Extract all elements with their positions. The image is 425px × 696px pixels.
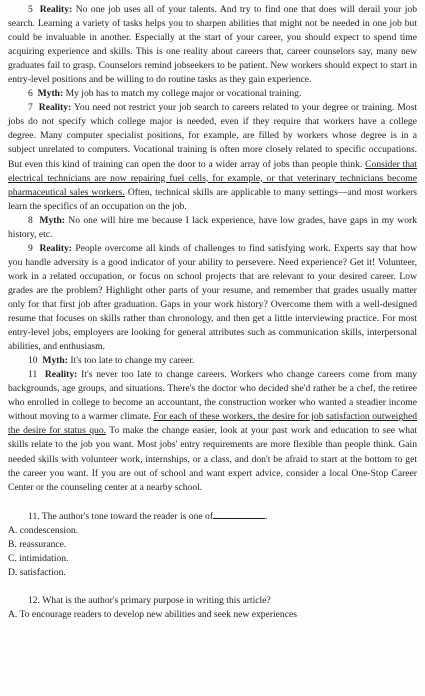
paragraph-text: No one job uses all of your talents. And try to find one that does will derail your job search. Learning a variety of tasks helps you to sharpen abilities that might not be needed in one job but could be invaluable in another. Especially at the start of your career, you should expect to spend time acquiring experience and skills. This is one reality about careers that, career counselors say, many new graduates fail to grasp. Counselors remind jobseekers to be patient. New workers should expect to start in entry-level positions and be willing to do routine tasks as they gain experience. bbox=[8, 4, 417, 86]
myth-label: Myth: bbox=[42, 355, 68, 367]
question-text: 11. The author's tone toward the reader is one of bbox=[28, 510, 214, 522]
paragraph-text: It's never too late to change careers. Workers who change careers come from many backgrounds, age groups, and situations. There's the doctor who decided she'd rather be a chef, the retiree who enrolled in college to become an accountant, the construction worker who wanted a steadier income without moving to a warmer climate. bbox=[8, 369, 418, 423]
paragraph-number: 8 bbox=[28, 214, 33, 226]
paragraph-text: You need not restrict your job search to careers related to your degree or training. Most jobs do not specify which college major is needed, even if they require that workers have a college degree. Many computer specialist positions, for example, are filled by workers whose degree is in a subject unrelated to computers. Vocational training is often more closely related to specific occupations. But even this kind of training can open the door to a wider array of jobs than people think. bbox=[8, 102, 417, 170]
option-c: C. intimidation. bbox=[8, 552, 69, 564]
option-b: B. reassurance. bbox=[8, 538, 67, 550]
paragraph-text: No one will hire me because I lack experience, have low grades, have gaps in my work history, etc. bbox=[8, 214, 417, 240]
paragraph-10 bbox=[8, 354, 417, 368]
answer-blank bbox=[213, 509, 265, 519]
paragraph-number: 10 bbox=[28, 355, 38, 367]
reality-label: Reality: bbox=[39, 4, 73, 15]
paragraph-number: 7 bbox=[28, 102, 33, 114]
myth-label: Myth: bbox=[37, 88, 64, 100]
question-11 bbox=[8, 509, 417, 580]
paragraph-number: 9 bbox=[28, 242, 33, 254]
myth-label: Myth: bbox=[39, 214, 65, 226]
option-d: D. satisfaction. bbox=[8, 566, 66, 578]
question-12 bbox=[8, 594, 417, 622]
question-stem: 12. What is the author's primary purpose in writing this article? bbox=[28, 594, 271, 606]
question-stem bbox=[8, 509, 417, 524]
spacer bbox=[8, 580, 417, 594]
option-a: A. To encourage readers to develop new abilities and seek new experiences bbox=[8, 608, 297, 620]
underlined-sentence: Consider that electrical technicians are now repairing fuel cells, for example, or that veterinary technicians become pharmaceutical sales workers. bbox=[8, 158, 417, 198]
paragraph-6 bbox=[8, 87, 417, 101]
option-a: A. condescension. bbox=[8, 524, 79, 536]
paragraph-text: People overcome all kinds of challenges to find satisfying work. Experts say that how you handle adversity is a good indicator of your ability to persevere. Need experience? Get it! Volunteer, work in a related occupation, or focus on school projects that are relevant to your desired career. Low grades are the problem? Highlight other parts of your resume, and remember that grades usually matter only for that first job after graduation. Gaps in your work history? Overcome them with a well-designed resume that focuses on skills rather than chronology, and then get a little interviewing practice. For most entry-level jobs, employers are looking for general attributes such as communication skills, interpersonal abilities, and enthusiasm. bbox=[8, 242, 418, 353]
paragraph-number: 11 bbox=[28, 369, 38, 381]
paragraph-7 bbox=[8, 101, 417, 213]
reality-label: Reality: bbox=[39, 242, 73, 254]
paragraph-8 bbox=[8, 214, 417, 242]
paragraph-text: My job has to match my college major or vocational training. bbox=[63, 88, 302, 100]
paragraph-5 bbox=[8, 3, 417, 87]
spacer bbox=[8, 495, 417, 509]
reality-label: Reality: bbox=[44, 369, 78, 381]
paragraph-number: 5 bbox=[28, 4, 33, 15]
question-text-end: . bbox=[265, 510, 268, 522]
paragraph-9 bbox=[8, 242, 417, 354]
paragraph-text: Often, technical skills are applicable to many settings—and most workers learn the specifics of an occupation on the job. bbox=[8, 186, 418, 212]
paragraph-11 bbox=[8, 368, 417, 494]
paragraph-text: It's too late to change my career. bbox=[67, 355, 195, 367]
underlined-sentence: For each of these workers, the desire for job satisfaction outweighed the desire for status quo. bbox=[8, 411, 417, 437]
paragraph-number: 6 bbox=[28, 88, 33, 100]
paragraph-text: To make the change easier, look at your past work and education to see what skills relate to the job you want. Most jobs' entry requirements are more flexible than people think. Gain needed skills with volunteer work, internships, or a class, and don't be afraid to start at the bottom to get the career you want. If you are out of school and want expert advice, consider a local One-Stop Career Center or the counseling center at a nearby school. bbox=[8, 425, 417, 493]
reality-label: Reality: bbox=[38, 102, 72, 114]
